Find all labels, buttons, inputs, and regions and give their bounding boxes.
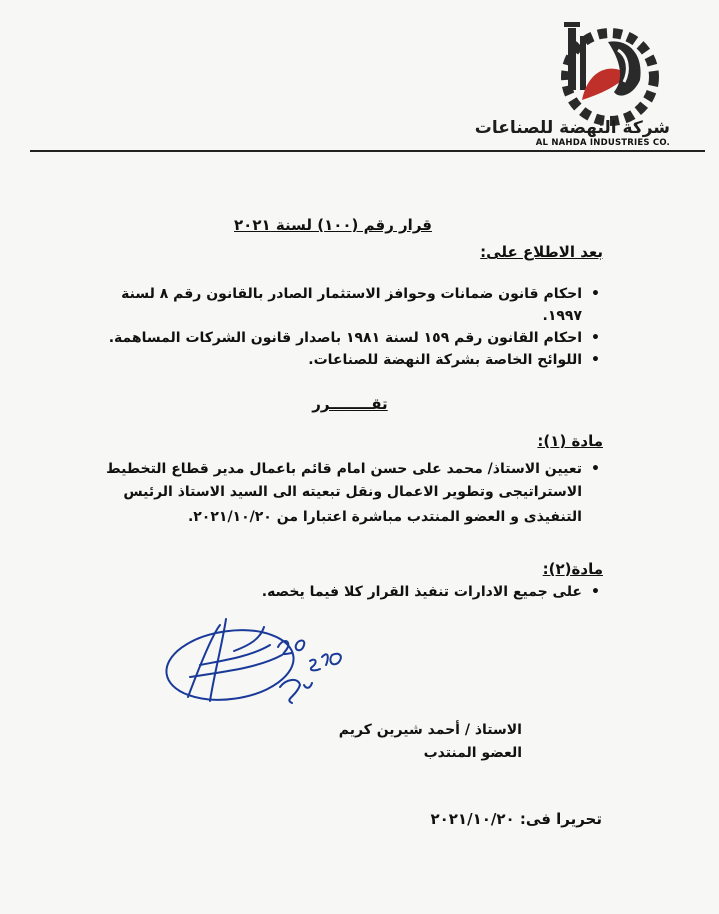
header-divider xyxy=(30,150,705,152)
handwritten-signature-icon xyxy=(160,605,360,720)
list-item: • احكام القانون رقم ١٥٩ لسنة ١٩٨١ باصدار قانون الشركات المساهمة. xyxy=(100,327,600,349)
bylaw-heading: بعد الاطلاع على: xyxy=(480,243,603,261)
list-item: • تعيين الاستاذ/ محمد على حسن امام قائم باعمال مدير قطاع التخطيط xyxy=(100,458,600,480)
article-2-body xyxy=(100,581,600,603)
bylaw-list xyxy=(100,283,600,371)
issue-date: تحريرا فى: ٢٠٢١/١٠/٢٠ xyxy=(430,810,602,828)
signatory-title: العضو المنتدب xyxy=(423,745,522,761)
list-item: • احكام قانون ضمانات وحوافز الاستثمار الصادر بالقانون رقم ٨ لسنة xyxy=(100,283,600,305)
company-name-en: AL NAHDA INDUSTRIES CO. xyxy=(535,138,670,148)
signatory-name: الاستاذ / أحمد شيرين كريم xyxy=(338,722,522,738)
list-item-continuation: التنفيذى و العضو المنتدب مباشرة اعتبارا من ٢٠٢١/١٠/٢٠. xyxy=(187,509,582,525)
company-logo-icon xyxy=(548,22,668,132)
decision-heading: تقــــــــرر xyxy=(312,395,388,413)
bullet-icon: • xyxy=(591,330,600,346)
list-item: • اللوائح الخاصة بشركة النهضة للصناعات. xyxy=(100,349,600,371)
bullet-icon: • xyxy=(591,352,600,368)
decision-title: قرار رقم (١٠٠) لسنة ٢٠٢١ xyxy=(234,216,432,234)
list-item-continuation: ١٩٩٧. xyxy=(542,308,582,324)
bullet-icon: • xyxy=(591,584,600,600)
company-name-ar: شركة النهضة للصناعات xyxy=(474,118,670,138)
article-2-heading: مادة(٢): xyxy=(542,560,603,578)
list-item-continuation: الاستراتيجى وتطوير الاعمال ونقل تبعيته الى السيد الاستاذ الرئيس xyxy=(123,484,582,500)
article-1-body xyxy=(100,458,600,530)
list-item: • على جميع الادارات تنفيذ القرار كلا فيما يخصه. xyxy=(100,581,600,603)
bullet-icon: • xyxy=(591,286,600,302)
bullet-icon: • xyxy=(591,461,600,477)
article-1-heading: مادة (١): xyxy=(537,432,603,450)
